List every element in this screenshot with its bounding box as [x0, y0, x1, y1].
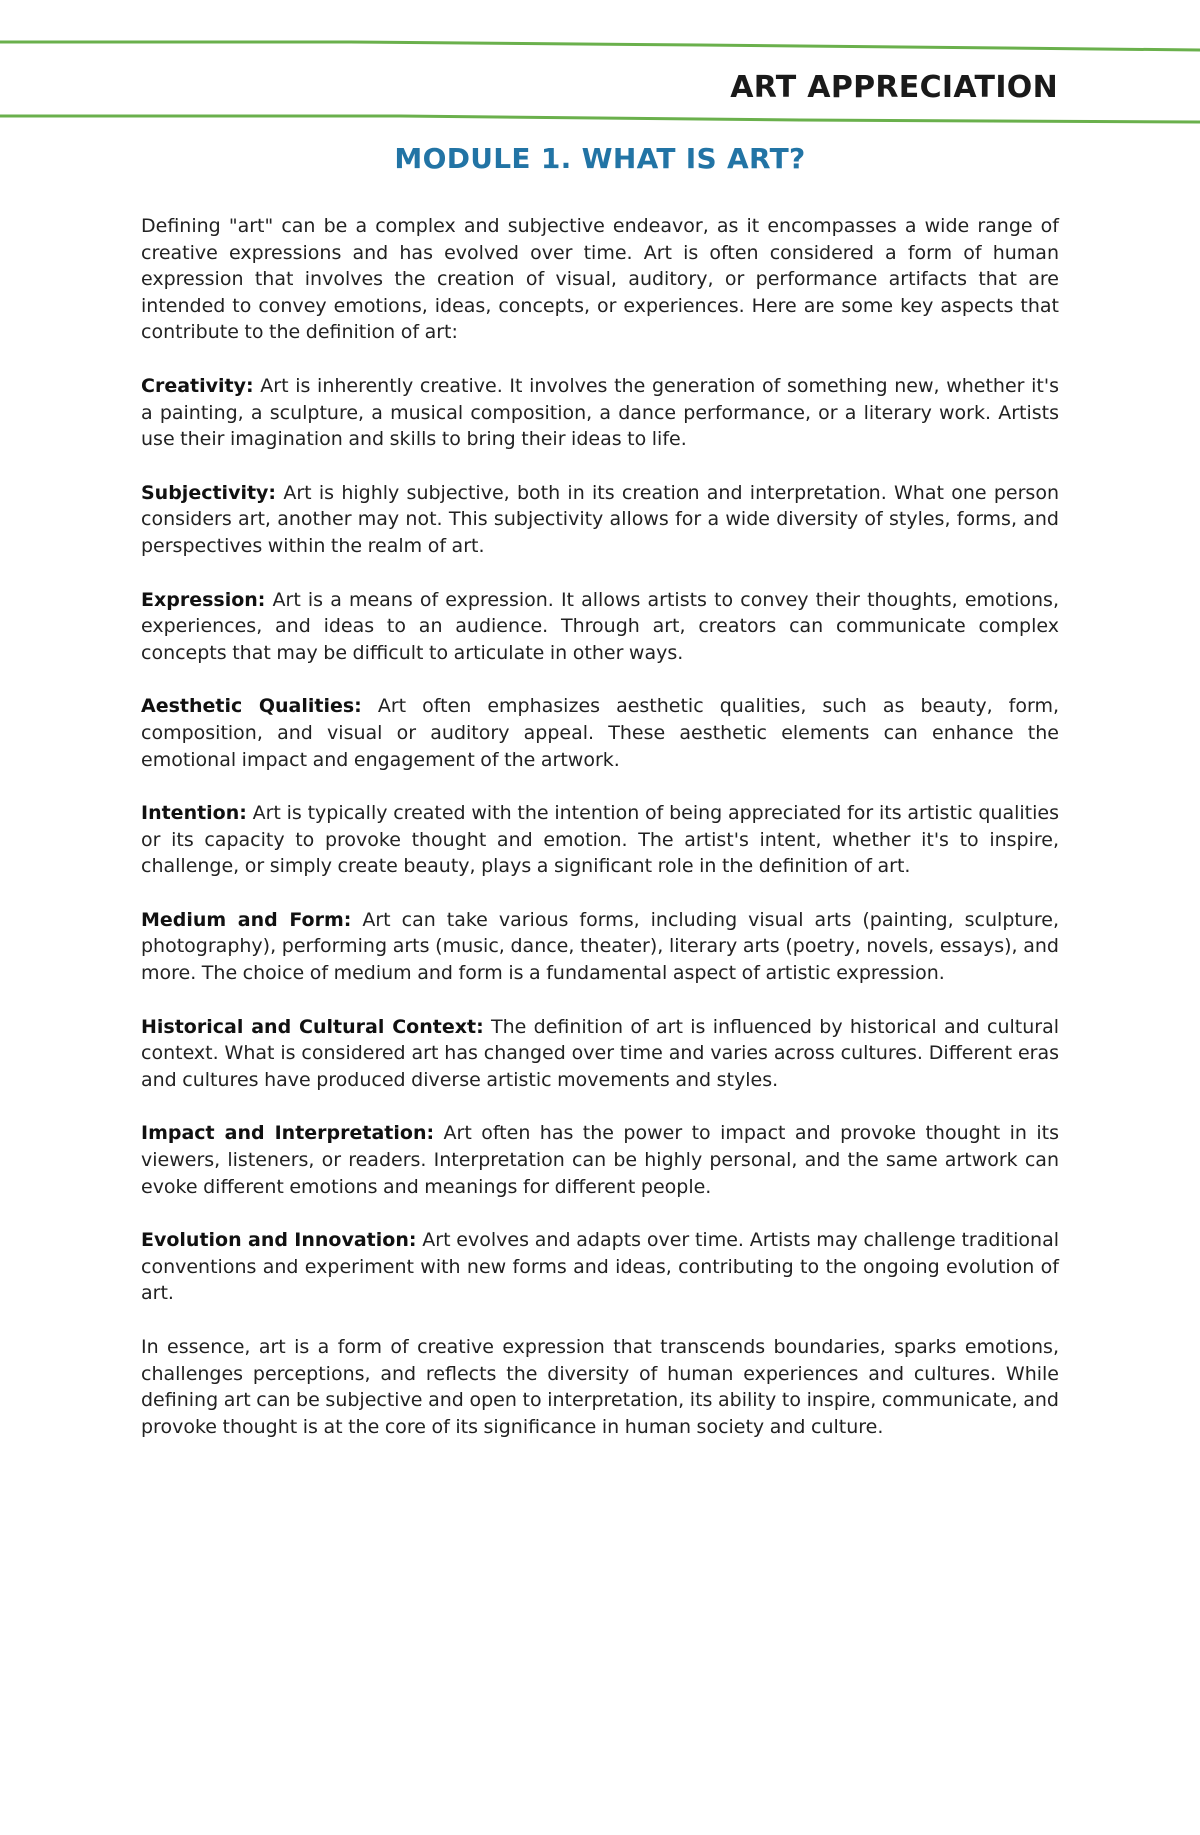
aspect-description: Art is a means of expression. It allows artists to convey their thoughts, emotions, experiences, and ideas to an audience. Through art, creators can communicate complex concepts that may be difficult to articulate in other ways.: [141, 588, 1059, 664]
module-title: MODULE 1. WHAT IS ART?: [394, 142, 806, 175]
aspect-paragraph: [141, 1014, 1059, 1094]
conclusion-paragraph: In essence, art is a form of creative expression that transcends boundaries, sparks emotions, challenges perceptions, and reflects the diversity of human experiences and cultures. While defining art can be subjective and open to interpretation, its ability to inspire, communicate, and provoke thought is at the core of its significance in human society and culture.: [141, 1336, 1059, 1438]
intro-paragraph: Defining "art" can be a complex and subjective endeavor, as it encompasses a wide range of creative expressions and has evolved over time. Art is often considered a form of human expression that involves the creation of visual, auditory, or performance artifacts that are intended to convey emotions, ideas, concepts, or experiences. Here are some key aspects that contribute to the definition of art:: [141, 215, 1059, 344]
aspect-paragraph: [141, 907, 1059, 987]
aspect-term: Historical and Cultural Context:: [141, 1015, 484, 1038]
header-top-rule: [0, 42, 1200, 50]
aspect-description: Art is typically created with the intention of being appreciated for its artistic qualities or its capacity to provoke thought and emotion. The artist's intent, whether it's to inspire, challenge, or simply create beauty, plays a significant role in the definition of art.: [141, 802, 1059, 878]
aspect-description: Art often has the power to impact and provoke thought in its viewers, listeners, or readers. Interpretation can be highly personal, and the same artwork can evoke different emotions and meanings for different people.: [141, 1122, 1060, 1198]
aspect-term: Evolution and Innovation:: [141, 1229, 417, 1252]
aspect-term: Subjectivity:: [141, 481, 277, 504]
aspect-description: Art often emphasizes aesthetic qualities, such as beauty, form, composition, and visual or auditory appeal. These aesthetic elements can enhance the emotional impact and engagement of the artwork.: [141, 695, 1060, 771]
aspect-term: Aesthetic Qualities:: [141, 695, 362, 718]
aspect-description: Art evolves and adapts over time. Artists may challenge traditional conventions and experiment with new forms and ideas, contributing to the ongoing evolution of art.: [141, 1229, 1060, 1305]
aspect-description: Art is highly subjective, both in its creation and interpretation. What one person considers art, another may not. This subjectivity allows for a wide diversity of styles, forms, and perspectives within the realm of art.: [141, 481, 1059, 557]
aspect-description: Art is inherently creative. It involves the generation of something new, whether it's a painting, a sculpture, a musical composition, a dance performance, or a literary work. Artists use their imagination and skills to bring their ideas to life.: [141, 374, 1059, 451]
aspect-paragraph: [141, 373, 1059, 453]
aspect-term: Medium and Form:: [141, 908, 352, 931]
aspect-term: Expression:: [141, 588, 266, 611]
header-bottom-rule: [0, 116, 1200, 122]
aspect-paragraph: [141, 693, 1059, 773]
aspect-term: Creativity:: [141, 374, 254, 397]
aspect-paragraph: [141, 800, 1059, 880]
aspect-paragraph: [141, 1120, 1059, 1200]
article-body: [141, 213, 1059, 1467]
aspect-description: The definition of art is influenced by historical and cultural context. What is considered art has changed over time and varies across cultures. Different eras and cultures have produced diverse artistic movements and styles.: [141, 1015, 1059, 1091]
aspect-description: Art can take various forms, including visual arts (painting, sculpture, photography), performing arts (music, dance, theater), literary arts (poetry, novels, essays), and more. The choice of medium and form is a fundamental aspect of artistic expression.: [141, 908, 1059, 985]
aspect-paragraph: [141, 587, 1059, 667]
aspect-paragraph: [141, 480, 1059, 560]
aspect-paragraph: [141, 1227, 1059, 1307]
document-header-title: ART APPRECIATION: [730, 70, 1058, 105]
aspect-term: Intention:: [141, 802, 247, 825]
aspect-term: Impact and Interpretation:: [141, 1122, 435, 1145]
